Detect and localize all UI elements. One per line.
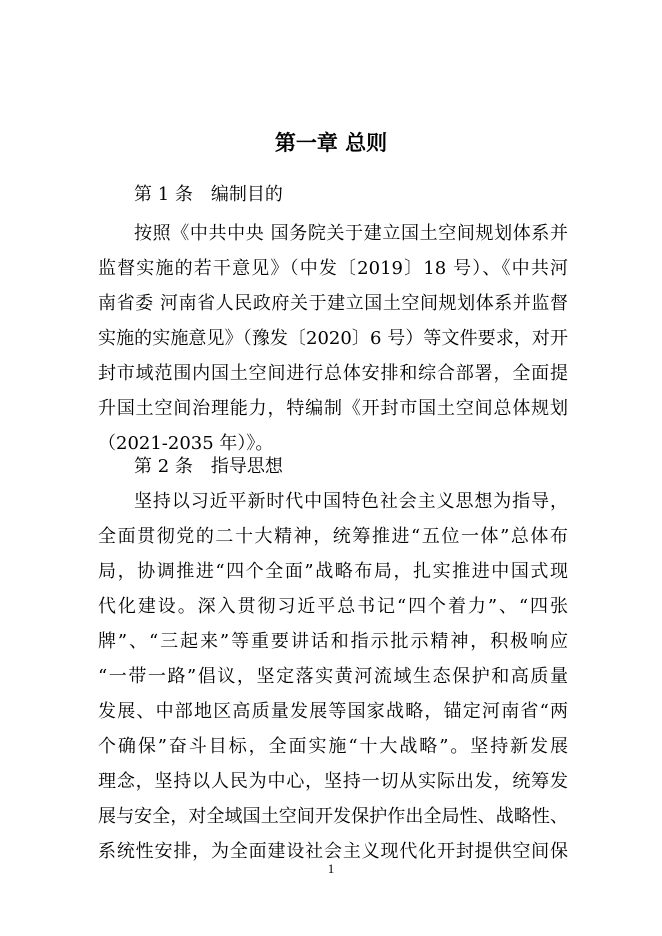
- body-line: 理念，坚持以人民为中心，坚持一切从实际出发，统筹发: [98, 771, 568, 792]
- body-line: 监督实施的若干意见》（中发〔2019〕18 号）、《中共河: [98, 258, 568, 279]
- article-1-heading: 第 1 条 编制目的: [134, 184, 283, 205]
- body-line: 坚持以习近平新时代中国特色社会主义思想为指导，: [134, 491, 568, 512]
- article-2-heading: 第 2 条 指导思想: [134, 456, 283, 477]
- chapter-title: 第一章 总则: [274, 130, 388, 155]
- body-line: 升国土空间治理能力，特编制《开封市国土空间总体规划: [98, 398, 568, 419]
- body-line: 个确保”奋斗目标，全面实施“十大战略”。坚持新发展: [98, 736, 568, 757]
- body-line: 全面贯彻党的二十大精神，统筹推进“五位一体”总体布: [98, 526, 568, 547]
- body-line: （2021-2035 年）》。: [98, 433, 274, 454]
- body-line: 代化建设。深入贯彻习近平总书记“四个着力”、“四张: [98, 596, 568, 617]
- body-line: 实施的实施意见》（豫发〔2020〕6 号）等文件要求，对开: [98, 328, 568, 349]
- body-line: 南省委 河南省人民政府关于建立国土空间规划体系并监督: [98, 293, 568, 314]
- body-line: 封市域范围内国土空间进行总体安排和综合部署，全面提: [98, 363, 568, 384]
- page-number: 1: [327, 861, 335, 876]
- body-line: 发展、中部地区高质量发展等国家战略，锚定河南省“两: [98, 701, 568, 722]
- body-line: 局，协调推进“四个全面”战略布局，扎实推进中国式现: [98, 561, 568, 582]
- body-line: “一带一路”倡议，坚定落实黄河流域生态保护和高质量: [98, 666, 568, 687]
- body-line: 牌”、“三起来”等重要讲话和指示批示精神，积极响应: [98, 631, 568, 652]
- body-line: 按照《中共中央 国务院关于建立国土空间规划体系并: [134, 223, 568, 244]
- body-line: 展与安全，对全域国土空间开发保护作出全局性、战略性、: [98, 806, 568, 827]
- body-line: 系统性安排，为全面建设社会主义现代化开封提供空间保: [98, 841, 568, 862]
